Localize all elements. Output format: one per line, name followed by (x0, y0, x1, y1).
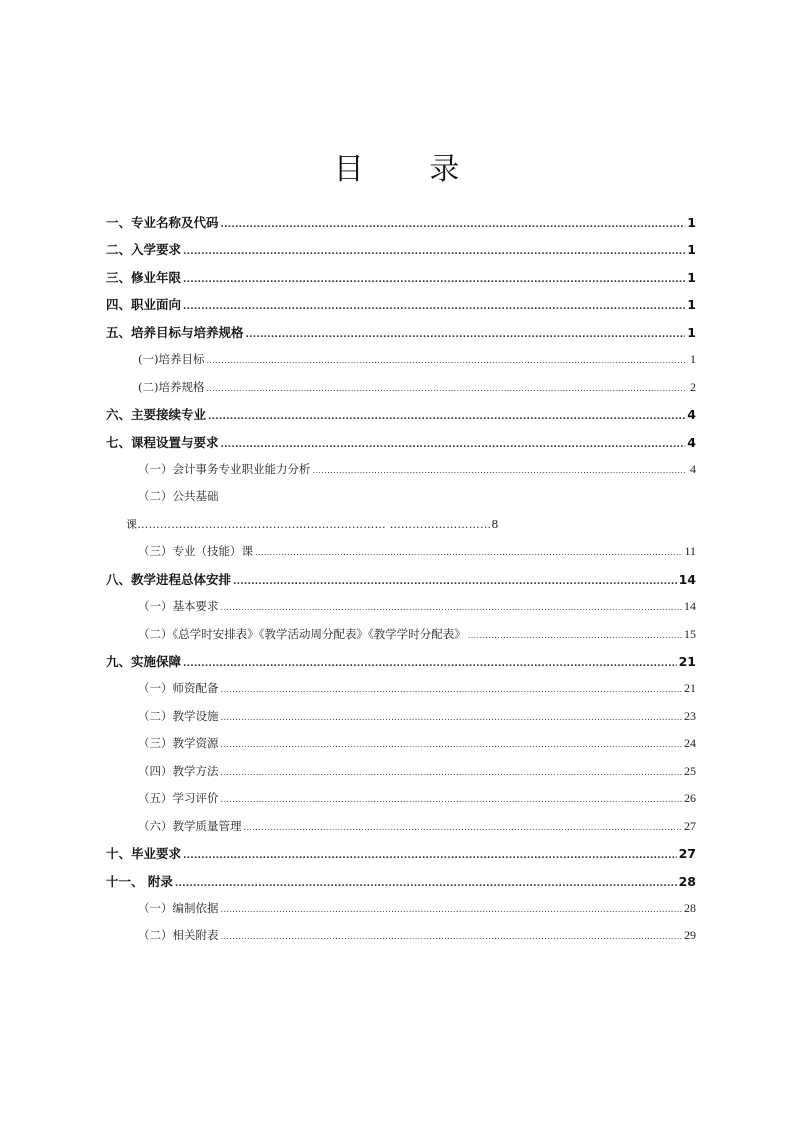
toc-subentry[interactable] (106, 758, 696, 785)
toc-entry-label: （二）相关附表 (138, 928, 219, 943)
toc-entry-label: （三）专业（技能）课 (138, 544, 253, 559)
toc-page-number: 1 (687, 242, 696, 258)
toc-page-number: 29 (684, 928, 696, 943)
toc-entry-label: （一）师资配备 (138, 681, 219, 696)
dot-leader (175, 868, 677, 898)
toc-subentry[interactable] (106, 813, 696, 840)
toc-entry-label: （三）教学资源 (138, 736, 219, 751)
dot-leader (468, 621, 682, 649)
toc-page-number: 21 (684, 681, 696, 696)
toc-subentry-continuation[interactable] (106, 511, 696, 538)
toc-subentry[interactable] (106, 374, 696, 401)
toc-entry-label: 五、培养目标与培养规格 (106, 324, 244, 340)
dot-leader (208, 401, 685, 431)
toc-entry[interactable] (106, 566, 696, 593)
toc-page-number: 14 (678, 571, 696, 587)
toc-entry-label: 八、教学进程总体安排 (106, 571, 232, 587)
page-title: 目 录 (333, 152, 488, 187)
toc-subentry[interactable] (106, 593, 696, 620)
toc-entry-label: 七、课程设置与要求 (106, 434, 219, 450)
dot-leader (183, 648, 677, 678)
toc-page-number: 21 (678, 654, 696, 669)
toc-entry-label: 六、主要接续专业 (106, 407, 207, 423)
dot-leader (221, 593, 683, 621)
toc-entry[interactable] (106, 291, 696, 318)
dot-leader (206, 374, 686, 402)
toc-subentry[interactable] (106, 483, 696, 510)
dot-leader (183, 840, 677, 870)
toc-entry-label: 三、修业年限 (106, 269, 182, 285)
toc-entry[interactable] (106, 264, 696, 291)
toc-subentry[interactable] (106, 538, 696, 565)
toc-entry-label: 九、实施保障 (106, 654, 182, 669)
dot-leader (183, 236, 685, 266)
dot-leader (246, 319, 686, 349)
toc-entry-label: （四）教学方法 (138, 763, 219, 778)
toc-page-number: 25 (684, 763, 696, 778)
dot-leader (233, 566, 677, 596)
toc-page-number: 14 (684, 599, 696, 614)
toc-page-number: 26 (684, 791, 696, 806)
dot-leader (221, 785, 683, 813)
toc-entry[interactable] (106, 429, 696, 456)
toc-subentry[interactable] (106, 785, 696, 812)
toc-entry-label: （六）教学质量管理 (138, 818, 242, 833)
toc-entry-label: （一）编制依据 (138, 900, 219, 915)
toc-entry-label: (二)培养规格 (138, 379, 205, 394)
dot-leader (183, 291, 685, 321)
toc-page-number: 11 (684, 544, 696, 559)
dot-leader (221, 730, 683, 758)
toc-page-number: 4 (690, 461, 696, 476)
dot-leader (206, 346, 686, 374)
toc-entry-label: （二）公共基础 (138, 489, 219, 504)
toc-entry-label: 课………………………………………………………… ………………………8 (126, 517, 499, 531)
toc-page-number: 4 (687, 434, 696, 450)
toc-entry[interactable] (106, 236, 696, 263)
toc-subentry[interactable] (106, 895, 696, 922)
toc-entry-label: （二）《总学时安排表》《教学活动周分配表》《教学学时分配表》 (138, 626, 466, 641)
table-of-contents (106, 209, 696, 950)
dot-leader (221, 675, 683, 703)
toc-page-number: 27 (684, 818, 696, 833)
toc-entry[interactable] (106, 319, 696, 346)
toc-entry[interactable] (106, 401, 696, 428)
dot-leader (221, 429, 686, 459)
dot-leader (313, 456, 687, 484)
toc-subentry[interactable] (106, 456, 696, 483)
toc-entry-label: （一）会计事务专业职业能力分析 (138, 461, 311, 476)
toc-page-number: 28 (678, 873, 696, 889)
dot-leader (183, 264, 685, 294)
toc-page-number: 4 (687, 407, 696, 423)
toc-entry-label: （一）基本要求 (138, 599, 219, 614)
toc-page-number: 24 (684, 736, 696, 751)
toc-subentry[interactable] (106, 621, 696, 648)
toc-page-number: 28 (684, 900, 696, 915)
dot-leader (255, 538, 682, 566)
toc-subentry[interactable] (106, 730, 696, 757)
toc-subentry[interactable] (106, 675, 696, 702)
toc-subentry[interactable] (106, 922, 696, 949)
dot-leader (221, 895, 683, 923)
toc-entry-label: 四、职业面向 (106, 297, 182, 313)
toc-page-number: 27 (678, 846, 696, 862)
toc-page-number: 1 (687, 324, 696, 340)
toc-entry[interactable] (106, 868, 696, 895)
dot-leader (221, 758, 683, 786)
toc-entry-label: 二、入学要求 (106, 242, 182, 258)
toc-entry[interactable] (106, 648, 696, 675)
toc-entry-label: （五）学习评价 (138, 791, 219, 806)
toc-page-number: 1 (690, 352, 696, 367)
dot-leader (221, 922, 683, 950)
toc-entry-label: （二）教学设施 (138, 708, 219, 723)
toc-page-number: 1 (687, 215, 696, 230)
toc-entry[interactable] (106, 840, 696, 867)
toc-page-number: 15 (684, 626, 696, 641)
toc-entry-label: 一、专业名称及代码 (106, 215, 219, 230)
dot-leader (221, 209, 686, 239)
toc-page-number: 1 (687, 269, 696, 285)
toc-entry-label: 十、毕业要求 (106, 846, 182, 862)
toc-page-number: 23 (684, 708, 696, 723)
toc-entry[interactable] (106, 209, 696, 236)
toc-entry-label: 十一、 附录 (106, 873, 173, 889)
toc-page-number: 2 (690, 379, 696, 394)
dot-leader (221, 703, 683, 731)
dot-leader (244, 813, 683, 841)
toc-entry-label: (一)培养目标 (138, 352, 205, 367)
toc-page-number: 1 (687, 297, 696, 313)
toc-subentry[interactable] (106, 346, 696, 373)
toc-subentry[interactable] (106, 703, 696, 730)
